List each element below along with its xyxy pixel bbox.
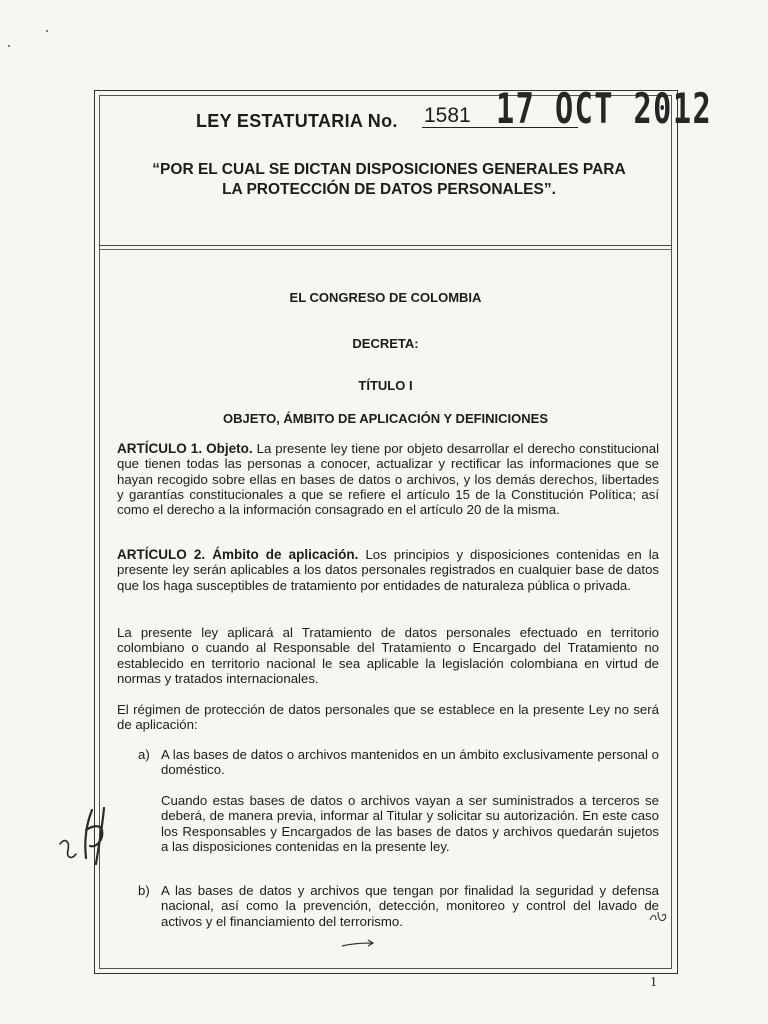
article-2	[117, 547, 659, 593]
list-item-b-marker: b)	[138, 883, 150, 898]
title-name: OBJETO, ÁMBITO DE APLICACIÓN Y DEFINICIONES	[222, 411, 549, 426]
decree-heading: DECRETA:	[352, 336, 419, 351]
list-item-a	[138, 747, 659, 778]
law-number: 1581	[424, 104, 471, 127]
list-item-a-detail: Cuando estas bases de datos o archivos vayan a ser suministrados a terceros se deberá, de manera previa, informar al Titular y solicitar su autorización. En este caso los Responsables y Encargados de las bases de datos y archivos quedarán sujetos a las disposiciones contenidas en la presente ley.	[161, 793, 659, 854]
scan-speck	[8, 45, 10, 47]
scan-speck	[46, 30, 48, 32]
handwritten-dash	[340, 938, 376, 950]
list-item-b	[138, 883, 659, 929]
header-divider-secondary	[99, 249, 672, 250]
article-2-text: Los principios y disposiciones contenidas en la presente ley serán aplicables a los datos personales registrados en cualquier base de datos que los haga susceptibles de tratamiento por entidades de naturaleza pública o privada.	[117, 547, 659, 593]
title-heading: TÍTULO I	[358, 378, 413, 393]
paragraph-regime: El régimen de protección de datos personales que se establece en la presente Ley no será de aplicación:	[117, 702, 659, 733]
law-title: LEY ESTATUTARIA No.	[196, 111, 398, 131]
law-subtitle-line-1: “POR EL CUAL SE DICTAN DISPOSICIONES GENERALES PARA	[152, 161, 626, 178]
list-item-b-text: A las bases de datos y archivos que tengan por finalidad la seguridad y defensa nacional, así como la prevención, detección, monitoreo y control del lavado de activos y el financiamiento del terrorismo.	[161, 883, 659, 929]
article-1-text: La presente ley tiene por objeto desarrollar el derecho constitucional que tienen todas las personas a conocer, actualizar y rectificar las informaciones que se hayan recogido sobre ellas en bases de datos o archivos, y los demás derechos, libertades y garantías constitucionales a que se refiere el artículo 15 de la Constitución Política; así como el derecho a la información consagrado en el artículo 20 de la misma.	[117, 441, 659, 518]
list-item-a-text: A las bases de datos o archivos mantenidos en un ámbito exclusivamente personal o doméstico.	[161, 747, 659, 778]
article-2-label: ARTÍCULO 2. Ámbito de aplicación.	[117, 547, 359, 562]
article-1-label: ARTÍCULO 1. Objeto.	[117, 441, 253, 456]
date-stamp: 17 OCT 2012	[496, 84, 713, 133]
list-item-a-marker: a)	[138, 747, 150, 762]
page-number: 1	[650, 975, 657, 990]
header-divider	[99, 245, 672, 246]
article-1	[117, 441, 659, 517]
paragraph-application: La presente ley aplicará al Tratamiento de datos personales efectuado en territorio colombiano o cuando al Responsable del Tratamiento o Encargado del Tratamiento no establecido en territorio nacional le sea aplicable la legislación colombiana en virtud de normas y tratados internacionales.	[117, 625, 659, 686]
law-subtitle-line-2: LA PROTECCIÓN DE DATOS PERSONALES”.	[222, 181, 556, 198]
handwritten-initials	[56, 800, 116, 870]
handwritten-mark-margin	[648, 908, 672, 926]
law-subtitle	[112, 160, 666, 200]
issuer-heading: EL CONGRESO DE COLOMBIA	[289, 290, 482, 305]
